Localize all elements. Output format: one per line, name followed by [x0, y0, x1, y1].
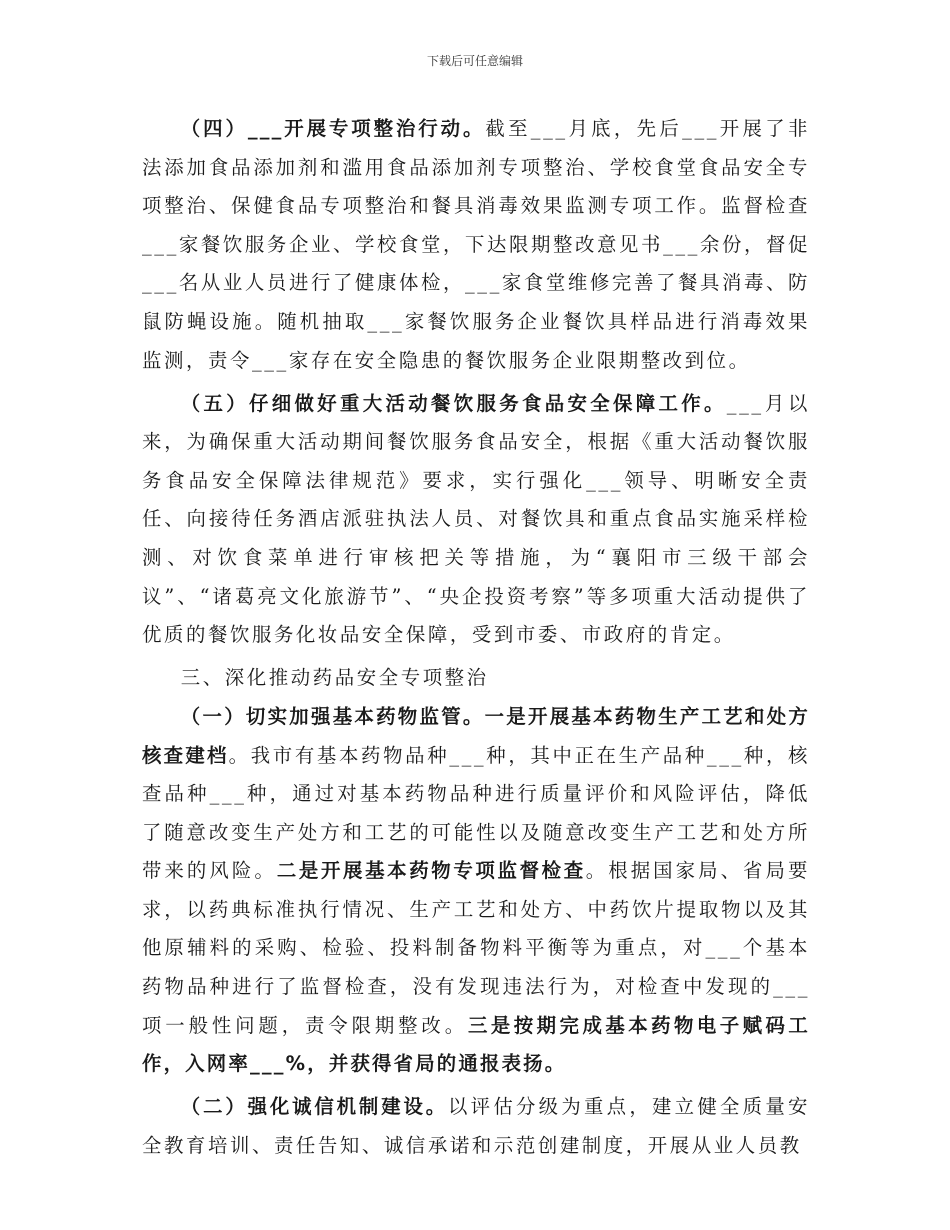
- paragraph-heading: （四）___开展专项整治行动。: [180, 117, 486, 140]
- paragraph-text: 。根据国家局、省局要求，以药典标准执行情况、生产工艺和处方、中药饮片提取物以及其他原辅料的采购、检验、投料制备物料平衡等为重点，对___个基本药物品种进行了监督检查，没有发现违法行为，对检查中发现的___项一般性问题，责令限期整改。: [142, 859, 810, 1037]
- paragraph-text: 以评估分级为重点，建立健全质量安全教育培训、责任告知、诚信承诺和示范创建制度，开展从业人员教: [142, 1095, 810, 1157]
- paragraph-text: 。我市有基本药物品种___种，其中正在生产品种___种，核查品种___种，通过对基本药物品种进行质量评价和风险评估，降低了随意改变生产处方和工艺的可能性以及随意改变生产工艺和处方所带来的风险。: [142, 743, 810, 883]
- paragraph-integrity-mechanism: [142, 1088, 810, 1165]
- document-body: [142, 110, 810, 1170]
- paragraph-text: 截至___月底，先后___开展了非法添加食品添加剂和滥用食品添加剂专项整治、学校食堂食品安全专项整治、保健食品专项整治和餐具消毒效果监测专项工作。监督检查___家餐饮服务企业、学校食堂，下达限期整改意见书___余份，督促___名从业人员进行了健康体检，___家食堂维修完善了餐具消毒、防鼠防蝇设施。随机抽取___家餐饮服务企业餐饮具样品进行消毒效果监测，责令___家存在安全隐患的餐饮服务企业限期整改到位。: [142, 117, 810, 372]
- paragraph-essential-drugs: [142, 698, 810, 1084]
- paragraph-heading: （二）强化诚信机制建设。: [180, 1095, 448, 1119]
- paragraph-major-event-safety: [142, 385, 810, 655]
- section-title: 三、深化推动药品安全专项整治: [180, 666, 489, 690]
- page-header: 下载后可任意编辑: [426, 54, 523, 68]
- section-heading-drug-safety: [142, 659, 810, 698]
- paragraph-text: ___月以来，为确保重大活动期间餐饮服务食品安全，根据《重大活动餐饮服务食品安全保障法律规范》要求，实行强化___领导、明晰安全责任、向接待任务酒店派驻执法人员、对餐饮具和重点食品实施采样检测、对饮食菜单进行审核把关等措施，为“襄阳市三级干部会议”、“诸葛亮文化旅游节”、“央企投资考察”等多项重大活动提供了优质的餐饮服务化妆品安全保障，受到市委、市政府的肯定。: [142, 391, 810, 647]
- paragraph-emphasis: 二是开展基本药物专项监督检查: [276, 859, 586, 883]
- paragraph-heading: （一）切实加强基本药物监管。一是开展基本药物生产工艺和处方核查建档: [142, 704, 810, 767]
- paragraph-heading: （五）仔细做好重大活动餐饮服务食品安全保障工作。: [180, 391, 727, 415]
- paragraph-emphasis: 三是按期完成基本药物电子赋码工作，入网率___%，并获得省局的通报表扬。: [142, 1013, 811, 1076]
- paragraph-special-rectification: [142, 110, 810, 380]
